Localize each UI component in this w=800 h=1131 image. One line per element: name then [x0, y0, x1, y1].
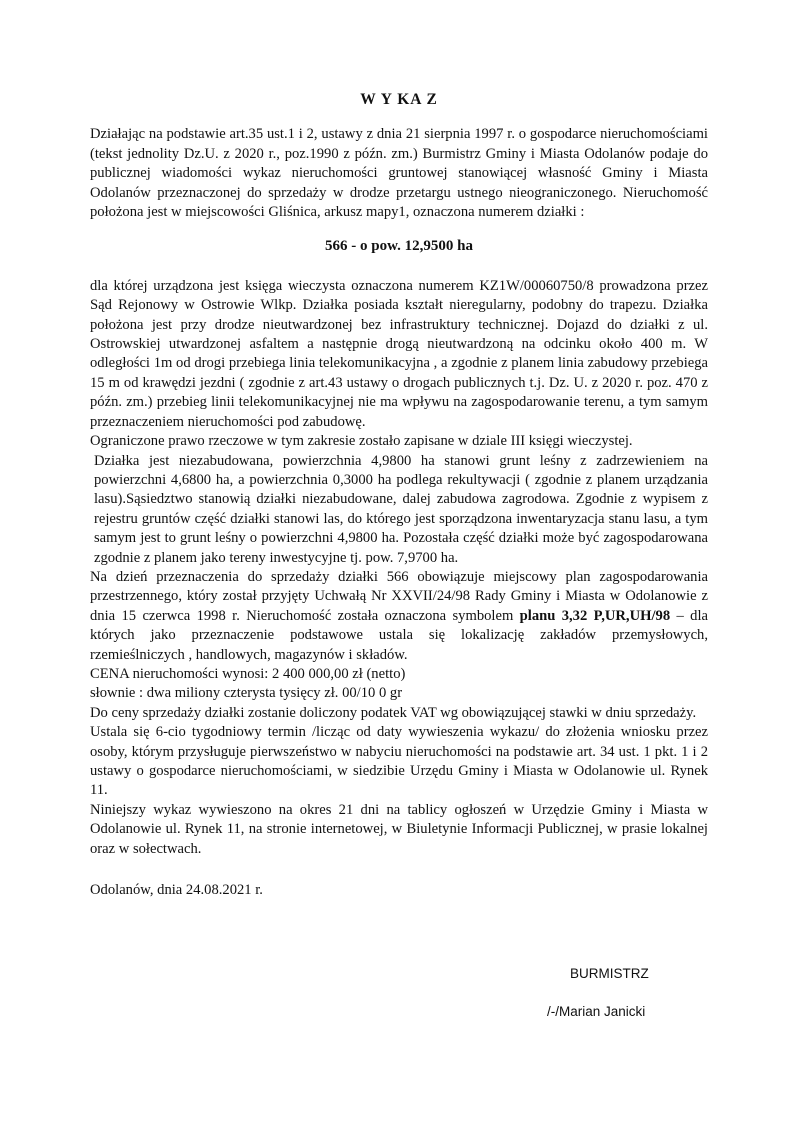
deadline-paragraph: Ustala się 6-cio tygodniowy termin /licząc od daty wywieszenia wykazu/ do złożenia wniosku przez osoby, którym przysługuje pierwszeństwo w nabyciu nieruchomości na podstawie art. 34 ust. 1 pkt. 1 i 2 ustawy o gospodarce nieruchomościami, w siedzibie Urzędu Gminy i Miasta w Odolanowie ul. Rynek 11. [90, 724, 708, 799]
plan-symbol: planu 3,32 P,UR,UH/98 [519, 607, 671, 624]
parcel-heading: 566 - o pow. 12,9500 ha [325, 238, 473, 255]
plan-text-b: – dla których jako przeznaczenie podstawowe ustala się lokalizację zakładów przemysłowych, rzemieślniczych , handlowych, magazynów i składów. [90, 607, 708, 663]
land-paragraph: Działka jest niezabudowana, powierzchnia 4,9800 ha stanowi grunt leśny z zadrzewieniem na powierzchni 4,6800 ha, a powierzchnia 0,3000 ha podlega rekultywacji ( zgodnie z planem urządzania lasu).Sąsiedztwo stanowią działki niezabudowane, dalej zabudowa zagrodowa. Zgodnie z wypisem z rejestru gruntów część działki stanowi las, do którego jest sporządzona inwentaryzacja stanu lasu, a tym samym jest to grunt leśny o powierzchni 4,9800 ha. Pozostała część działki może być zagospodarowana zgodnie z planem jako tereny inwestycyjne tj. pow. 7,9700 ha. [94, 452, 708, 566]
intro-paragraph: Działając na podstawie art.35 ust.1 i 2, ustawy z dnia 21 sierpnia 1997 r. o gospodarce nieruchomościami (tekst jednolity Dz.U. z 2020 r., poz.1990 z późn. zm.) Burmistrz Gminy i Miasta Odolanów podaje do publicznej wiadomości wykaz nieruchomości gruntowej stanowiącej własność Gminy i Miasta Odolanów przeznaczonej do sprzedaży w drodze przetargu ustnego nieograniczonego. Nieruchomość położona jest w miejscowości Gliśnica, arkusz mapy1, oznaczona numerem działki : [90, 126, 708, 221]
signature-title: BURMISTRZ [570, 966, 649, 981]
date-line: Odolanów, dnia 24.08.2021 r. [90, 882, 263, 899]
plan-text-a: Na dzień przeznaczenia do sprzedaży działki 566 obowiązuje miejscowy plan zagospodarowania przestrzennego, który został przyjęty Uchwałą Nr XXVII/24/98 Rady Gminy i Miasta w Odolanowie z dnia 15 czerwca 1998 r. Nieruchomość została oznaczona symbolem [90, 568, 708, 624]
publication-paragraph: Niniejszy wykaz wywieszono na okres 21 dni na tablicy ogłoszeń w Urzędzie Gminy i Miasta w Odolanowie ul. Rynek 11, na stronie internetowej, w Biuletynie Informacji Publicznej, w prasie lokalnej oraz w sołectwach. [90, 801, 708, 857]
plan-paragraph [90, 568, 708, 665]
price-line: CENA nieruchomości wynosi: 2 400 000,00 zł (netto) [90, 665, 406, 682]
document-title: W Y KA Z [360, 91, 438, 108]
price-words-line: słownie : dwa miliony czterysta tysięcy zł. 00/10 0 gr [90, 685, 403, 702]
description-paragraph: dla której urządzona jest księga wieczysta oznaczona numerem KZ1W/00060750/8 prowadzona przez Sąd Rejonowy w Ostrowie Wlkp. Działka posiada kształt nieregularny, podobny do trapezu. Działka położona jest przy drodze nieutwardzonej bez infrastruktury technicznej. Dojazd do działki z ul. Ostrowskiej utwardzonej asfaltem a następnie drogą nieutwardzoną na odcinku około 400 m. W odległości 1m od drogi przebiega linia telekomunikacyjna , a zgodnie z planem linia zabudowy przebiega 15 m od krawędzi jezdni ( zgodnie z art.43 ustawy o drogach publicznych t.j. Dz. U. z 2020 r. poz. 470 z późn. zm.) przebieg linii telekomunikacyjnej nie ma wpływu na zagospodarowanie terenu, a tym samym przeznaczeniem nieruchomości pod zabudowę. [90, 277, 708, 430]
encumbrance-paragraph: Ograniczone prawo rzeczowe w tym zakresie zostało zapisane w dziale III księgi wieczystej. [90, 433, 633, 450]
vat-paragraph: Do ceny sprzedaży działki zostanie doliczony podatek VAT wg obowiązującej stawki w dniu sprzedaży. [90, 704, 697, 721]
signature-name: /-/Marian Janicki [547, 1004, 646, 1019]
document-body [90, 90, 708, 900]
